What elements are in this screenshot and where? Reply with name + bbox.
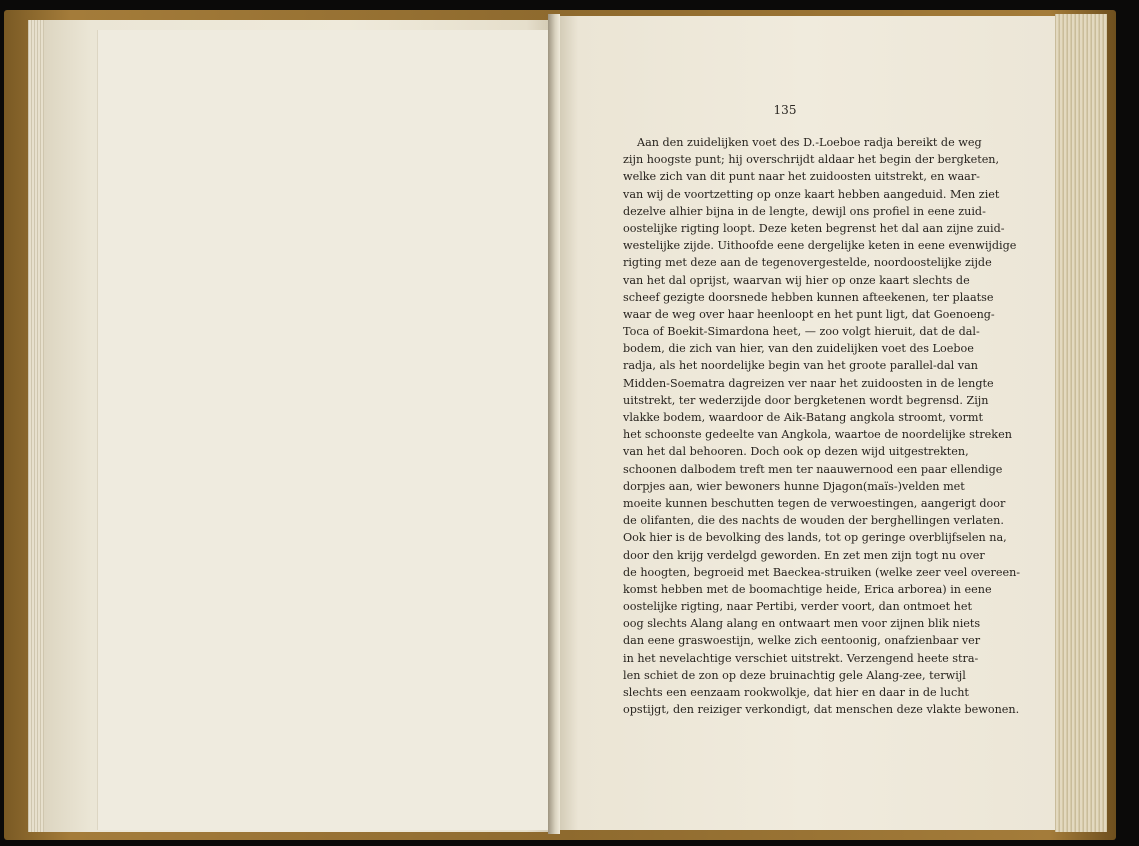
left-page-edges: [28, 20, 44, 832]
text-line: radja, als het noordelijke begin van het groote parallel-dal van: [623, 359, 978, 373]
text-line: bodem, die zich van hier, van den zuidelijken voet des Loeboe: [623, 342, 974, 356]
text-line: door den krijg verdelgd geworden. En zet men zijn togt nu over: [623, 548, 985, 562]
text-line: oog slechts Alang alang en ontwaart men voor zijnen blik niets: [623, 617, 981, 631]
text-line: Aan den zuidelijken voet des D.-Loeboe radja bereikt de weg: [637, 136, 982, 149]
text-line: rigting met deze aan de tegenovergestelde, noordoostelijke zijde: [623, 256, 992, 270]
right-page-edges: [1055, 14, 1107, 832]
text-line: Toca of Boekit-Simardona heet, — zoo volgt hieruit, dat de dal-: [623, 325, 980, 339]
text-line: oostelijke rigting, naar Pertibi, verder voort, dan ontmoet het: [623, 600, 973, 614]
text-line: scheef gezigte doorsnede hebben kunnen afteekenen, ter plaatse: [623, 290, 994, 304]
text-line: komst hebben met de boomachtige heide, Erica arborea) in eene: [623, 582, 992, 596]
text-line: de olifanten, die des nachts de wouden der berghellingen verlaten.: [623, 514, 1004, 528]
text-line: van het dal behooren. Doch ook op dezen wijd uitgestrekten,: [623, 445, 969, 459]
text-line: in het nevelachtige verschiet uitstrekt. Verzengend heete stra-: [623, 651, 979, 665]
text-line: Midden-Soematra dagreizen ver naar het zuidoosten in de lengte: [623, 376, 994, 390]
text-line: van het dal oprijst, waarvan wij hier op onze kaart slechts de: [623, 273, 970, 287]
text-line: Ook hier is de bevolking des lands, tot op geringe overblijfselen na,: [623, 531, 1007, 545]
text-line: oostelijke rigting loopt. Deze keten begrenst het dal aan zijne zuid-: [623, 221, 1005, 235]
text-line: vlakke bodem, waardoor de Aik-Batang angkola stroomt, vormt: [623, 411, 983, 424]
left-page-blank-leaf: [98, 30, 558, 830]
text-line: waar de weg over haar heenloopt en het punt ligt, dat Goenoeng-: [623, 307, 995, 321]
text-line: len schiet de zon op deze bruinachtig gele Alang-zee, terwijl: [623, 668, 966, 682]
text-line: zijn hoogste punt; hij overschrijdt aldaar het begin der bergketen,: [623, 153, 1000, 167]
text-line: uitstrekt, ter wederzijde door bergketenen wordt begrensd. Zijn: [623, 393, 989, 407]
page-number: 135: [773, 103, 797, 117]
text-line: opstijgt, den reiziger verkondigt, dat menschen deze vlakte bewonen.: [623, 703, 1020, 717]
text-line: dezelve alhier bijna in de lengte, dewijl ons profiel in eene zuid-: [623, 204, 986, 218]
book-gutter: [548, 14, 560, 834]
text-line: moeite kunnen beschutten tegen de verwoestingen, aangerigt door: [623, 496, 1006, 510]
text-line: van wij de voortzetting op onze kaart hebben aangeduid. Men ziet: [623, 187, 1000, 201]
text-line: schoonen dalbodem treft men ter naauwernood een paar ellendige: [623, 462, 1003, 476]
left-page: [28, 20, 558, 832]
page-body-text: [623, 134, 1021, 718]
text-line: dan eene graswoestijn, welke zich eentoonig, onafzienbaar ver: [623, 634, 981, 648]
text-line: dorpjes aan, wier bewoners hunne Djagon(maïs-)velden met: [623, 479, 965, 493]
text-line: slechts een eenzaam rookwolkje, dat hier en daar in de lucht: [623, 686, 969, 699]
text-line: de hoogten, begroeid met Baeckea-struiken (welke zeer veel overeen-: [623, 565, 1021, 579]
text-line: het schoonste gedeelte van Angkola, waartoe de noordelijke streken: [623, 428, 1012, 442]
text-line: westelijke zijde. Uithoofde eene dergelijke keten in eene evenwijdige: [623, 239, 1017, 253]
text-line: welke zich van dit punt naar het zuidoosten uitstrekt, en waar-: [623, 170, 980, 184]
